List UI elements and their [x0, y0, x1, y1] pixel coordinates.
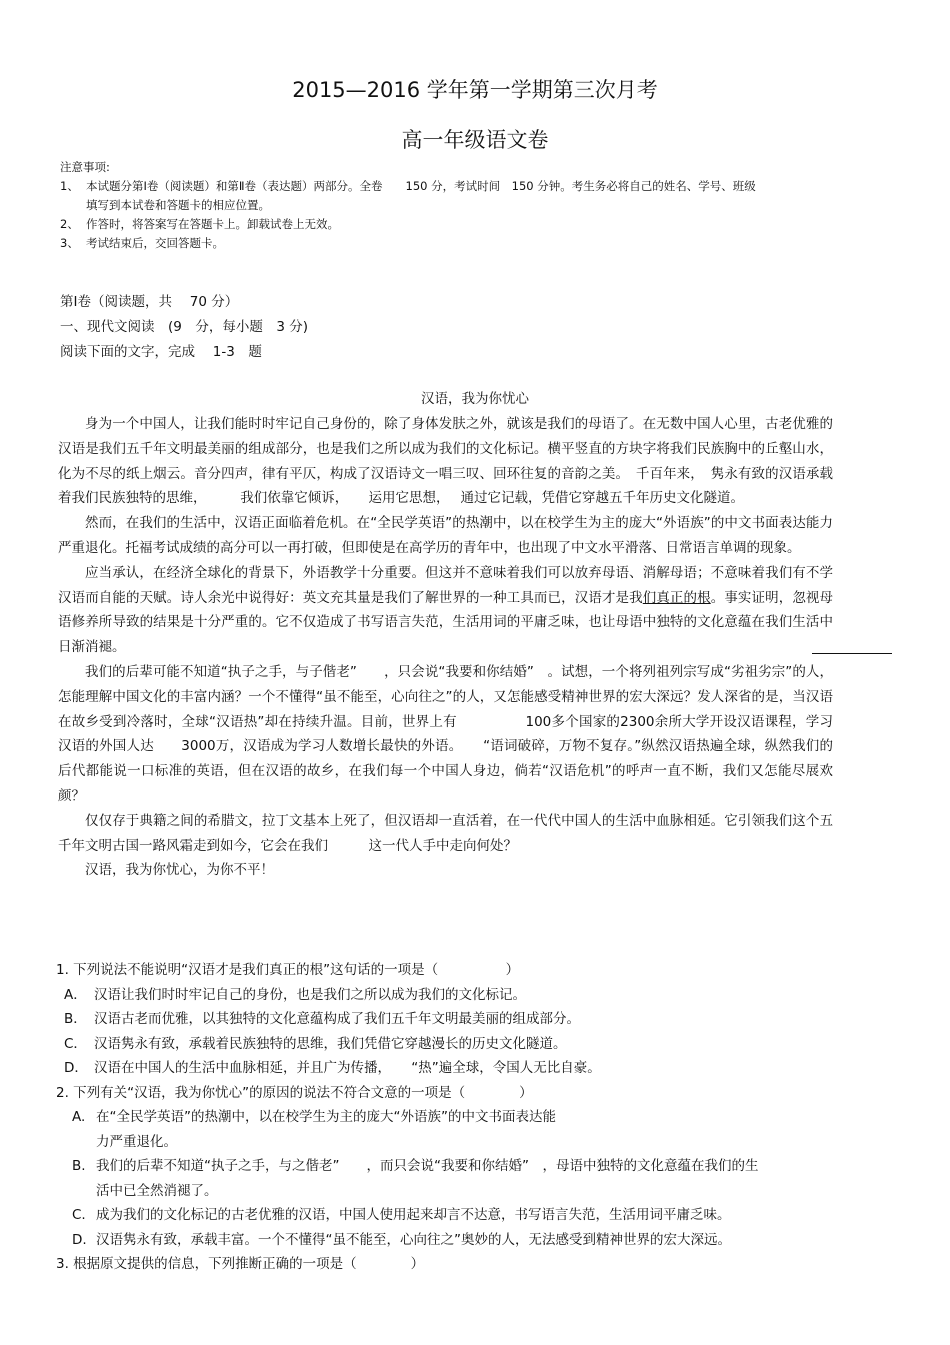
option-label: C．: [64, 1035, 87, 1052]
part-heading: 第Ⅰ卷（阅读题，共 70 分）: [60, 294, 239, 310]
note-item: [60, 215, 900, 234]
exam-subtitle: 高一年级语文卷: [401, 128, 549, 152]
option-text: 汉语隽永有致，承载丰富。一个不懂得“虽不能至，心向往之”奥妙的人，无法感受到精神世界的宏大深远。: [96, 1231, 731, 1248]
question-1-option-c: [56, 1032, 896, 1057]
question-1: 1. 下列说法不能说明“汉语才是我们真正的根”这句话的一项是（ ）: [56, 962, 520, 978]
paragraph-text: 。事实证明，忽视母语修养所导致的结果是十分严重的。它不仅造成了书写语言失范，生活用词的平庸乏味，也让母语中独特的文化意蕴在我们生活中日渐消褪。: [58, 589, 834, 656]
option-label: A．: [64, 986, 87, 1003]
note-text-continued: 填写到本试卷和答题卡的相应位置。: [86, 198, 270, 212]
question-2-option-d: [56, 1228, 896, 1253]
article-paragraph: [58, 561, 833, 660]
note-number: 3、: [60, 236, 79, 250]
article-paragraph: 仅仅存于典籍之间的希腊文，拉丁文基本上死了，但汉语却一直活着，在一代代中国人的生活中血脉相延。它引领我们这个五千年文明古国一路风霜走到如今，它会在我们 这一代人手中走向何处？: [58, 812, 833, 854]
note-text: 作答时，将答案写在答题卡上。卸载试卷上无效。: [86, 217, 339, 231]
section-heading: 一、现代文阅读 (9 分，每小题 3 分): [60, 319, 309, 335]
note-item: [60, 177, 900, 196]
notes-block: [60, 158, 900, 253]
option-label: C.: [72, 1207, 86, 1223]
article-paragraph: 我们的后辈可能不知道“执子之手，与子偕老” ，只会说“我要和你结婚” 。试想，一个将列祖列宗写成“劣祖劣宗”的人，怎能理解中国文化的丰富内涵？一个不懂得“虽不能至，心向往之”的人，又怎能感受精神世界的宏大深远？发人深省的是，当汉语在故乡受到冷落时，全球“汉语热”却在持续升温。目前，世界上有 100多个国家的2300余所大学开设汉语课程，学习汉语的外国人达 3000万，汉语成为学习人数增长最快的外语。 “语词破碎，万物不复存。”纵然汉语热遍全球，纵然我们的后代都能说一口标准的英语，但在汉语的故乡，在我们每一个中国人身边，倘若“汉语危机”的呼声一直不断，我们又怎能尽展欢颜？: [58, 663, 833, 804]
note-number: 2、: [60, 217, 79, 231]
option-text-continued: 活中已全然消褪了。: [96, 1182, 218, 1199]
option-label: A.: [72, 1109, 86, 1125]
article-paragraph: 汉语，我为你忧心，为你不平！: [85, 862, 274, 879]
article-paragraph: 然而，在我们的生活中，汉语正面临着危机。在“全民学英语”的热潮中，以在校学生为主的庞大“外语族”的中文书面表达能力严重退化。托福考试成绩的高分可以一再打破，但即使是在高学历的青年中，也出现了中文水平滑落、日常语言单调的现象。: [58, 515, 833, 556]
question-1-option-b: [56, 1007, 896, 1032]
question-2-option-a: [56, 1105, 896, 1130]
option-text-continued: 力严重退化。: [96, 1133, 177, 1150]
note-item: [60, 234, 900, 253]
note-number: 1、: [60, 179, 79, 193]
underlined-phrase: 们真正的根: [642, 589, 711, 606]
option-label: D．: [64, 1060, 88, 1076]
option-text: 汉语让我们时时牢记自己的身份，也是我们之所以成为我们的文化标记。: [94, 986, 526, 1003]
option-label: D.: [72, 1231, 87, 1248]
reading-instruction: 阅读下面的文字，完成 1-3 题: [60, 344, 262, 360]
question-2-option-c: [56, 1203, 896, 1228]
option-text: 我们的后辈不知道“执子之手，与之偕老” ，而只会说“我要和你结婚” ，母语中独特的文化意蕴在我们的生: [96, 1158, 759, 1174]
option-text: 汉语隽永有致，承载着民族独特的思维，我们凭借它穿越漫长的历史文化隧道。: [94, 1035, 567, 1052]
note-text: 本试题分第Ⅰ卷（阅读题）和第Ⅱ卷（表达题）两部分。全卷 150 分，考试时间 150 分钟。考生务必将自己的姓名、学号、班级: [86, 179, 756, 193]
option-text: 汉语古老而优雅，以其独特的文化意蕴构成了我们五千年文明最美丽的组成部分。: [94, 1011, 580, 1027]
option-text: 在“全民学英语”的热潮中，以在校学生为主的庞大“外语族”的中文书面表达能: [96, 1109, 556, 1125]
note-text: 考试结束后，交回答题卡。: [86, 236, 224, 250]
questions-block: [56, 958, 896, 1277]
exam-title: 2015—2016 学年第一学期第三次月考: [292, 78, 658, 102]
question-3: 3. 根据原文提供的信息，下列推断正确的一项是（ ）: [56, 1256, 425, 1272]
question-2-option-b: [56, 1154, 896, 1179]
notes-heading: 注意事项:: [60, 160, 110, 174]
paragraph-text: 应当承认，在经济全球化的背景下，外语教学十分重要。但这并不意味着我们可以放弃母语、消解母语；不意味着我们有不学汉语而自能的天赋。诗人余光中说得好：英文充其量是我们了解世界的一种工具而已，汉语才是我: [58, 564, 833, 606]
underline-blank: [812, 653, 892, 654]
question-2: 2. 下列有关“汉语，我为你忧心”的原因的说法不符合文意的一项是（ ）: [56, 1084, 533, 1101]
question-1-option-a: [56, 983, 896, 1008]
option-label: B.: [72, 1158, 86, 1174]
article-paragraph: 身为一个中国人，让我们能时时牢记自己身份的，除了身体发肤之外，就该是我们的母语了。在无数中国人心里，古老优雅的汉语是我们五千年文明最美丽的组成部分，也是我们之所以成为我们的文化标记。横平竖直的方块字将我们民族胸中的丘壑山水，化为不尽的纸上烟云。音分四声，律有平仄，构成了汉语诗文一唱三叹、回环往复的音韵之美。 千百年来， 隽永有致的汉语承载着我们民族独特的思维， 我们依靠它倾诉， 运用它思想， 通过它记载，凭借它穿越五千年历史文化隧道。: [58, 416, 833, 507]
question-1-option-d: [56, 1056, 896, 1081]
article-body: [58, 412, 833, 883]
option-label: B．: [64, 1011, 87, 1027]
option-text: 汉语在中国人的生活中血脉相延，并且广为传播， “热”遍全球，令国人无比自豪。: [94, 1060, 601, 1076]
article-title: 汉语，我为你忧心: [421, 391, 529, 407]
option-text: 成为我们的文化标记的古老优雅的汉语，中国人使用起来却言不达意，书写语言失范，生活用词平庸乏味。: [96, 1207, 731, 1223]
